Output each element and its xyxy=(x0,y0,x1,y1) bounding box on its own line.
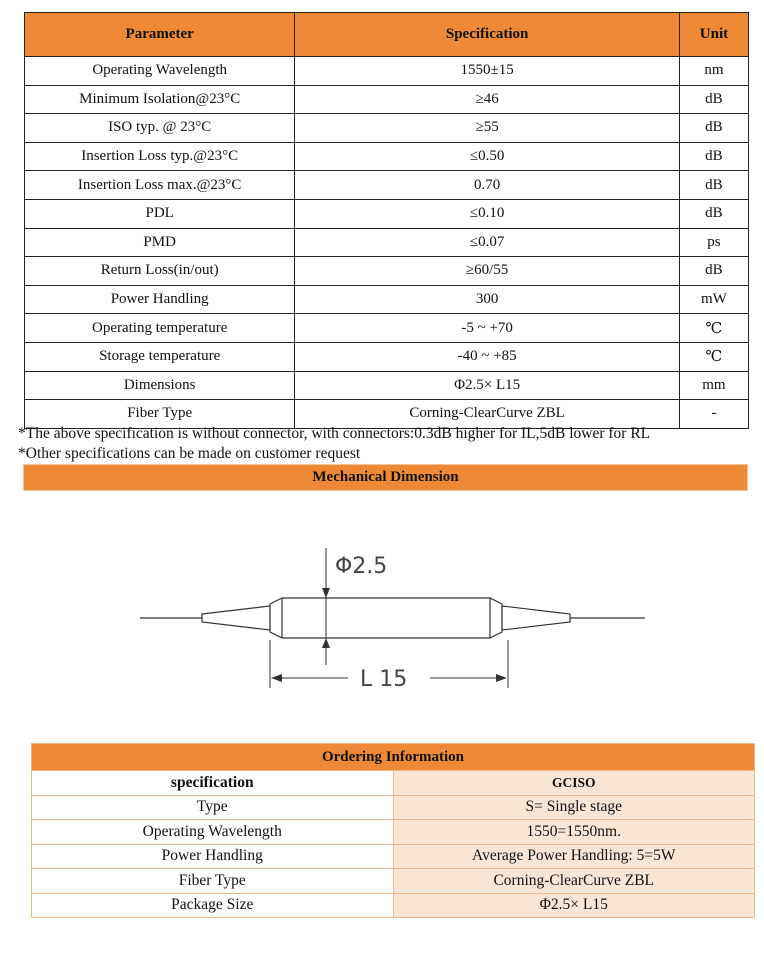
ordering-param: Fiber Type xyxy=(32,869,394,894)
ordering-header-row xyxy=(32,771,755,796)
ordering-param: Package Size xyxy=(32,893,394,918)
unit-cell: dB xyxy=(679,114,748,143)
table-row xyxy=(25,114,749,143)
parameter-cell: Storage temperature xyxy=(25,342,295,371)
parameter-cell: ISO typ. @ 23°C xyxy=(25,114,295,143)
parameter-cell: PDL xyxy=(25,199,295,228)
parameter-cell: Dimensions xyxy=(25,371,295,400)
isolator-drawing xyxy=(130,540,660,700)
table-row xyxy=(25,228,749,257)
table-row xyxy=(32,795,755,820)
isolator-body xyxy=(270,598,502,638)
parameter-cell: Fiber Type xyxy=(25,400,295,429)
footnotes xyxy=(18,424,650,464)
table-row xyxy=(32,844,755,869)
parameter-cell: Operating temperature xyxy=(25,314,295,343)
unit-cell: mm xyxy=(679,371,748,400)
unit-cell: mW xyxy=(679,285,748,314)
table-header-row xyxy=(25,13,749,57)
header-parameter: Parameter xyxy=(25,13,295,57)
ordering-header-left: specification xyxy=(32,771,394,796)
parameter-cell: Insertion Loss max.@23°C xyxy=(25,171,295,200)
right-boot xyxy=(502,606,570,630)
specification-cell: Corning-ClearCurve ZBL xyxy=(295,400,680,429)
table-row xyxy=(25,85,749,114)
ordering-title-row xyxy=(32,744,755,771)
ordering-value: Φ2.5× L15 xyxy=(393,893,755,918)
specification-cell: -40 ~ +85 xyxy=(295,342,680,371)
footnote-custom: *Other specifications can be made on customer request xyxy=(18,445,361,462)
parameter-cell: Return Loss(in/out) xyxy=(25,257,295,286)
ordering-value: 1550=1550nm. xyxy=(393,820,755,845)
table-row xyxy=(25,342,749,371)
specification-cell: 300 xyxy=(295,285,680,314)
unit-cell: - xyxy=(679,400,748,429)
table-row xyxy=(32,893,755,918)
ordering-table xyxy=(31,743,755,918)
ordering-title: Ordering Information xyxy=(32,744,755,771)
unit-cell: ℃ xyxy=(679,314,748,343)
specification-cell: Φ2.5× L15 xyxy=(295,371,680,400)
specification-cell: -5 ~ +70 xyxy=(295,314,680,343)
table-row xyxy=(25,257,749,286)
left-boot xyxy=(202,606,270,630)
ordering-param: Type xyxy=(32,795,394,820)
ordering-header-right: GCISO xyxy=(393,771,755,796)
unit-cell: dB xyxy=(679,257,748,286)
specification-cell: ≥46 xyxy=(295,85,680,114)
header-specification: Specification xyxy=(295,13,680,57)
specification-cell: 1550±15 xyxy=(295,57,680,86)
table-row xyxy=(32,869,755,894)
ordering-value: Corning-ClearCurve ZBL xyxy=(393,869,755,894)
table-row xyxy=(25,314,749,343)
header-unit: Unit xyxy=(679,13,748,57)
table-row xyxy=(25,171,749,200)
table-row xyxy=(32,820,755,845)
mechanical-dimension-title: Mechanical Dimension xyxy=(24,465,747,490)
unit-cell: ps xyxy=(679,228,748,257)
unit-cell: dB xyxy=(679,171,748,200)
specification-cell: ≥55 xyxy=(295,114,680,143)
specification-cell: ≥60/55 xyxy=(295,257,680,286)
unit-cell: nm xyxy=(679,57,748,86)
footnote-connector: *The above specification is without connector, with connectors:0.3dB higher for IL,5dB lower for RL xyxy=(18,425,651,442)
parameter-cell: Minimum Isolation@23°C xyxy=(25,85,295,114)
table-row xyxy=(25,371,749,400)
length-label: L 15 xyxy=(360,667,408,692)
table-row xyxy=(25,285,749,314)
ordering-param: Power Handling xyxy=(32,844,394,869)
parameter-cell: Operating Wavelength xyxy=(25,57,295,86)
diameter-label: Φ2.5 xyxy=(335,554,388,579)
table-row xyxy=(25,57,749,86)
ordering-value: Average Power Handling: 5=5W xyxy=(393,844,755,869)
unit-cell: dB xyxy=(679,85,748,114)
parameter-cell: Power Handling xyxy=(25,285,295,314)
specification-cell: ≤0.07 xyxy=(295,228,680,257)
specification-cell: 0.70 xyxy=(295,171,680,200)
ordering-value: S= Single stage xyxy=(393,795,755,820)
ordering-param: Operating Wavelength xyxy=(32,820,394,845)
table-row xyxy=(25,199,749,228)
specification-cell: ≤0.50 xyxy=(295,142,680,171)
unit-cell: dB xyxy=(679,199,748,228)
specification-cell: ≤0.10 xyxy=(295,199,680,228)
parameter-cell: PMD xyxy=(25,228,295,257)
unit-cell: dB xyxy=(679,142,748,171)
table-row xyxy=(25,142,749,171)
specification-table xyxy=(24,12,749,429)
unit-cell: ℃ xyxy=(679,342,748,371)
parameter-cell: Insertion Loss typ.@23°C xyxy=(25,142,295,171)
